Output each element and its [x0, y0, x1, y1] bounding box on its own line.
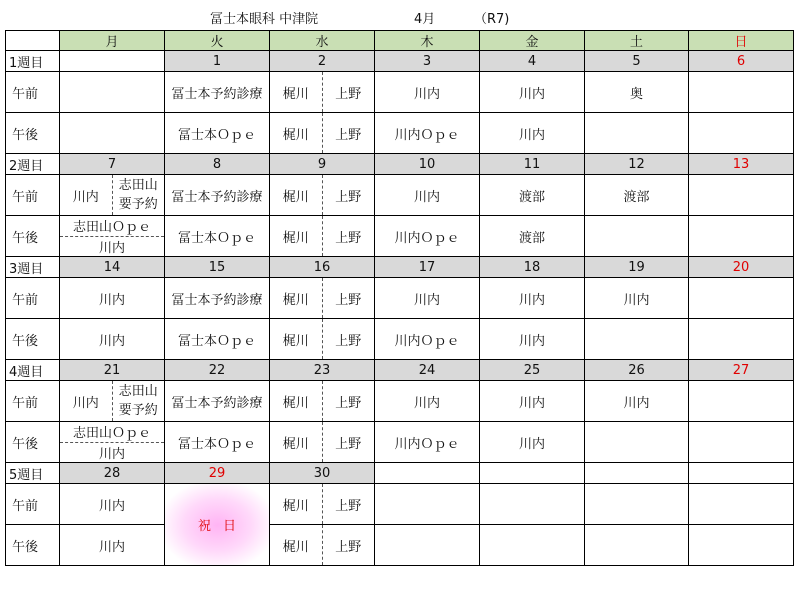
week-label: 2週目 [6, 154, 60, 175]
weekday-header-row [6, 31, 794, 51]
date-cell: 20 [689, 257, 794, 278]
doctor-name: 川内 [518, 292, 545, 308]
holiday-cell: 祝日 [165, 484, 270, 566]
schedule-cell [60, 278, 165, 319]
bottom-entry [60, 237, 164, 257]
stack-line: 志田山 [118, 178, 158, 193]
doctor-name: 川内 [518, 395, 545, 411]
weekday-header: 日 [689, 31, 794, 51]
schedule-cell [375, 525, 480, 566]
doctor-name: 上野 [335, 498, 362, 514]
split-cell [270, 113, 374, 153]
schedule-cell [270, 319, 375, 360]
slot-label: 午後 [6, 525, 60, 566]
date-cell: 14 [60, 257, 165, 278]
date-cell: 4 [480, 51, 585, 72]
right-doctor [323, 319, 375, 359]
schedule-cell [585, 484, 689, 525]
month-label: 4月 [414, 12, 436, 27]
schedule-cell [689, 381, 794, 422]
doctor-name: 川内 [98, 498, 125, 514]
doctor-name: 梶川 [282, 86, 309, 102]
date-cell: 23 [270, 360, 375, 381]
stacked-text [119, 176, 158, 214]
schedule-cell [60, 525, 165, 566]
clinic-name: 冨士本眼科 中津院 [210, 12, 319, 27]
doctor-name: 川内 [518, 86, 545, 102]
right-doctor [113, 175, 165, 215]
schedule-cell [585, 525, 689, 566]
left-doctor [270, 422, 323, 462]
week-label: 1週目 [6, 51, 60, 72]
right-doctor [323, 175, 375, 215]
week-label: 5週目 [6, 463, 60, 484]
doctor-name: 上野 [335, 189, 362, 205]
date-cell: 11 [480, 154, 585, 175]
schedule-cell [60, 216, 165, 257]
schedule-cell [60, 175, 165, 216]
left-doctor [270, 72, 323, 112]
date-cell: 10 [375, 154, 480, 175]
doctor-name: 川内 [518, 333, 545, 349]
schedule-cell [689, 175, 794, 216]
date-cell: 12 [585, 154, 689, 175]
schedule-cell [480, 72, 585, 113]
date-cell [585, 463, 689, 484]
date-cell: 25 [480, 360, 585, 381]
left-doctor [270, 484, 323, 524]
schedule-cell [375, 422, 480, 463]
doctor-name: 上野 [335, 333, 362, 349]
schedule-cell [375, 113, 480, 154]
week-label: 4週目 [6, 360, 60, 381]
doctor-name: 冨士本Ｏｐｅ [177, 127, 256, 143]
doctor-name: 川内 [72, 395, 99, 411]
doctor-name: 川内Ｏｐｅ [394, 436, 460, 452]
week-row [6, 51, 794, 72]
date-cell: 13 [689, 154, 794, 175]
date-cell: 2 [270, 51, 375, 72]
week-row [6, 154, 794, 175]
stacked-text [119, 382, 158, 420]
schedule-cell [60, 484, 165, 525]
schedule-cell [270, 113, 375, 154]
doctor-name: 梶川 [282, 333, 309, 349]
doctor-name: 川内 [623, 395, 650, 411]
doctor-name: 川内 [413, 395, 440, 411]
schedule-cell [60, 422, 165, 463]
schedule-cell [165, 72, 270, 113]
slot-label: 午前 [6, 72, 60, 113]
date-cell: 27 [689, 360, 794, 381]
date-cell: 19 [585, 257, 689, 278]
doctor-name: 奥 [629, 86, 643, 102]
right-doctor [323, 422, 375, 462]
right-doctor [323, 381, 375, 421]
schedule-cell [165, 216, 270, 257]
split-cell [60, 381, 164, 421]
schedule-cell [270, 278, 375, 319]
date-cell: 17 [375, 257, 480, 278]
schedule-cell [585, 422, 689, 463]
doctor-name: 上野 [335, 127, 362, 143]
doctor-name: 冨士本Ｏｐｅ [177, 230, 256, 246]
doctor-name: 梶川 [282, 230, 309, 246]
schedule-cell [60, 72, 165, 113]
split-cell [60, 175, 164, 215]
schedule-cell [689, 422, 794, 463]
slot-label: 午後 [6, 216, 60, 257]
schedule-cell [689, 72, 794, 113]
schedule-cell [585, 113, 689, 154]
schedule-cell [270, 484, 375, 525]
slot-label: 午後 [6, 422, 60, 463]
left-doctor [270, 175, 323, 215]
vsplit-cell [60, 216, 164, 256]
weekday-header: 月 [60, 31, 165, 51]
afternoon-row [6, 422, 794, 463]
doctor-name: 渡部 [518, 189, 545, 205]
schedule-cell [480, 381, 585, 422]
schedule-cell [375, 216, 480, 257]
doctor-name: 川内Ｏｐｅ [394, 127, 460, 143]
schedule-cell [165, 422, 270, 463]
weekday-header: 火 [165, 31, 270, 51]
doctor-name: 梶川 [282, 436, 309, 452]
week-row [6, 360, 794, 381]
schedule-cell [585, 278, 689, 319]
schedule-cell [375, 278, 480, 319]
split-cell [270, 484, 374, 524]
top-entry [60, 216, 164, 237]
doctor-name: 上野 [335, 292, 362, 308]
split-cell [270, 175, 374, 215]
schedule-cell [689, 484, 794, 525]
date-cell: 24 [375, 360, 480, 381]
schedule-cell [585, 319, 689, 360]
date-cell: 5 [585, 51, 689, 72]
schedule-cell [689, 113, 794, 154]
schedule-cell [165, 381, 270, 422]
date-cell [60, 51, 165, 72]
schedule-cell [165, 319, 270, 360]
doctor-name: 川内 [518, 127, 545, 143]
schedule-cell [585, 381, 689, 422]
schedule-table [5, 30, 794, 566]
morning-row [6, 72, 794, 113]
split-cell [270, 72, 374, 112]
doctor-name: 川内 [98, 333, 125, 349]
left-doctor [60, 381, 113, 421]
left-doctor [270, 216, 323, 256]
week-label: 3週目 [6, 257, 60, 278]
doctor-name: 上野 [335, 539, 362, 555]
right-doctor [323, 72, 375, 112]
slot-label: 午前 [6, 175, 60, 216]
morning-row [6, 484, 794, 525]
schedule-cell [165, 278, 270, 319]
top-entry [60, 422, 164, 443]
date-cell: 1 [165, 51, 270, 72]
doctor-name: 渡部 [518, 230, 545, 246]
afternoon-row [6, 216, 794, 257]
split-cell [270, 216, 374, 256]
schedule-cell [270, 381, 375, 422]
date-cell: 28 [60, 463, 165, 484]
left-doctor [270, 278, 323, 318]
schedule-cell [60, 381, 165, 422]
morning-row [6, 381, 794, 422]
schedule-cell [270, 72, 375, 113]
doctor-name: 川内 [518, 436, 545, 452]
right-doctor [113, 381, 165, 421]
doctor-name: 上野 [335, 86, 362, 102]
left-doctor [270, 381, 323, 421]
slot-label: 午前 [6, 278, 60, 319]
date-cell [375, 463, 480, 484]
schedule-cell [480, 319, 585, 360]
doctor-name: 梶川 [282, 498, 309, 514]
slot-label: 午後 [6, 113, 60, 154]
era-label: （R7) [474, 12, 510, 27]
calendar-title [0, 6, 800, 28]
right-doctor [323, 525, 375, 565]
schedule-cell [689, 319, 794, 360]
schedule-cell [480, 484, 585, 525]
date-cell: 18 [480, 257, 585, 278]
date-cell: 7 [60, 154, 165, 175]
afternoon-row [6, 319, 794, 360]
bottom-entry [60, 443, 164, 463]
doctor-name: 渡部 [623, 189, 650, 205]
date-cell: 6 [689, 51, 794, 72]
schedule-cell [585, 72, 689, 113]
date-cell: 26 [585, 360, 689, 381]
doctor-name: 川内 [98, 292, 125, 308]
date-cell: 22 [165, 360, 270, 381]
date-cell: 15 [165, 257, 270, 278]
schedule-cell [270, 422, 375, 463]
header-corner [6, 31, 60, 51]
weekday-header: 木 [375, 31, 480, 51]
stack-line: 要予約 [118, 197, 158, 212]
slot-label: 午後 [6, 319, 60, 360]
doctor-name: 冨士本予約診療 [171, 86, 263, 102]
schedule-cell [480, 278, 585, 319]
doctor-name: 川内 [413, 189, 440, 205]
split-cell [270, 319, 374, 359]
schedule-cell [375, 319, 480, 360]
entry-text: 志田山Ｏｐｅ [72, 220, 151, 236]
doctor-name: 川内 [72, 189, 99, 205]
schedule-cell [60, 319, 165, 360]
weekday-header: 水 [270, 31, 375, 51]
doctor-name: 冨士本Ｏｐｅ [177, 333, 256, 349]
left-doctor [270, 525, 323, 565]
date-cell: 29 [165, 463, 270, 484]
entry-text: 志田山Ｏｐｅ [72, 426, 151, 442]
schedule-cell [480, 113, 585, 154]
date-cell: 30 [270, 463, 375, 484]
schedule-cell [480, 175, 585, 216]
schedule-cell [375, 175, 480, 216]
doctor-name: 梶川 [282, 539, 309, 555]
right-doctor [323, 216, 375, 256]
schedule-cell [689, 525, 794, 566]
doctor-name: 上野 [335, 436, 362, 452]
afternoon-row [6, 113, 794, 154]
doctor-name: 梶川 [282, 189, 309, 205]
split-cell [270, 422, 374, 462]
doctor-name: 梶川 [282, 127, 309, 143]
doctor-name: 川内 [98, 539, 125, 555]
morning-row [6, 175, 794, 216]
doctor-name: 冨士本予約診療 [171, 395, 263, 411]
doctor-name: 冨士本Ｏｐｅ [177, 436, 256, 452]
doctor-name: 川内 [413, 86, 440, 102]
slot-label: 午前 [6, 484, 60, 525]
afternoon-row [6, 525, 794, 566]
schedule-cell [270, 175, 375, 216]
weekday-header: 金 [480, 31, 585, 51]
schedule-cell [375, 72, 480, 113]
split-cell [270, 278, 374, 318]
schedule-cell [60, 113, 165, 154]
doctor-name: 川内Ｏｐｅ [394, 333, 460, 349]
weekday-header: 土 [585, 31, 689, 51]
date-cell: 3 [375, 51, 480, 72]
date-cell: 8 [165, 154, 270, 175]
vsplit-cell [60, 422, 164, 462]
schedule-cell [480, 422, 585, 463]
date-cell [480, 463, 585, 484]
date-cell [689, 463, 794, 484]
week-row [6, 463, 794, 484]
left-doctor [270, 113, 323, 153]
right-doctor [323, 484, 375, 524]
schedule-cell [375, 484, 480, 525]
schedule-cell [480, 216, 585, 257]
right-doctor [323, 113, 375, 153]
split-cell [270, 381, 374, 421]
schedule-cell [689, 278, 794, 319]
entry-text: 川内 [98, 240, 125, 256]
schedule-cell [689, 216, 794, 257]
date-cell: 21 [60, 360, 165, 381]
schedule-cell [165, 175, 270, 216]
doctor-name: 梶川 [282, 292, 309, 308]
stack-line: 志田山 [118, 384, 158, 399]
schedule-cell [270, 525, 375, 566]
slot-label: 午前 [6, 381, 60, 422]
left-doctor [270, 319, 323, 359]
schedule-cell [270, 216, 375, 257]
entry-text: 川内 [98, 446, 125, 462]
doctor-name: 冨士本予約診療 [171, 292, 263, 308]
morning-row [6, 278, 794, 319]
split-cell [270, 525, 374, 565]
schedule-cell [165, 113, 270, 154]
doctor-name: 上野 [335, 395, 362, 411]
right-doctor [323, 278, 375, 318]
schedule-cell [480, 525, 585, 566]
doctor-name: 川内Ｏｐｅ [394, 230, 460, 246]
doctor-name: 川内 [623, 292, 650, 308]
stack-line: 要予約 [118, 403, 158, 418]
date-cell: 9 [270, 154, 375, 175]
schedule-cell [585, 175, 689, 216]
left-doctor [60, 175, 113, 215]
doctor-name: 梶川 [282, 395, 309, 411]
schedule-cell [585, 216, 689, 257]
date-cell: 16 [270, 257, 375, 278]
doctor-name: 冨士本予約診療 [171, 189, 263, 205]
doctor-name: 上野 [335, 230, 362, 246]
schedule-cell [375, 381, 480, 422]
week-row [6, 257, 794, 278]
doctor-name: 川内 [413, 292, 440, 308]
